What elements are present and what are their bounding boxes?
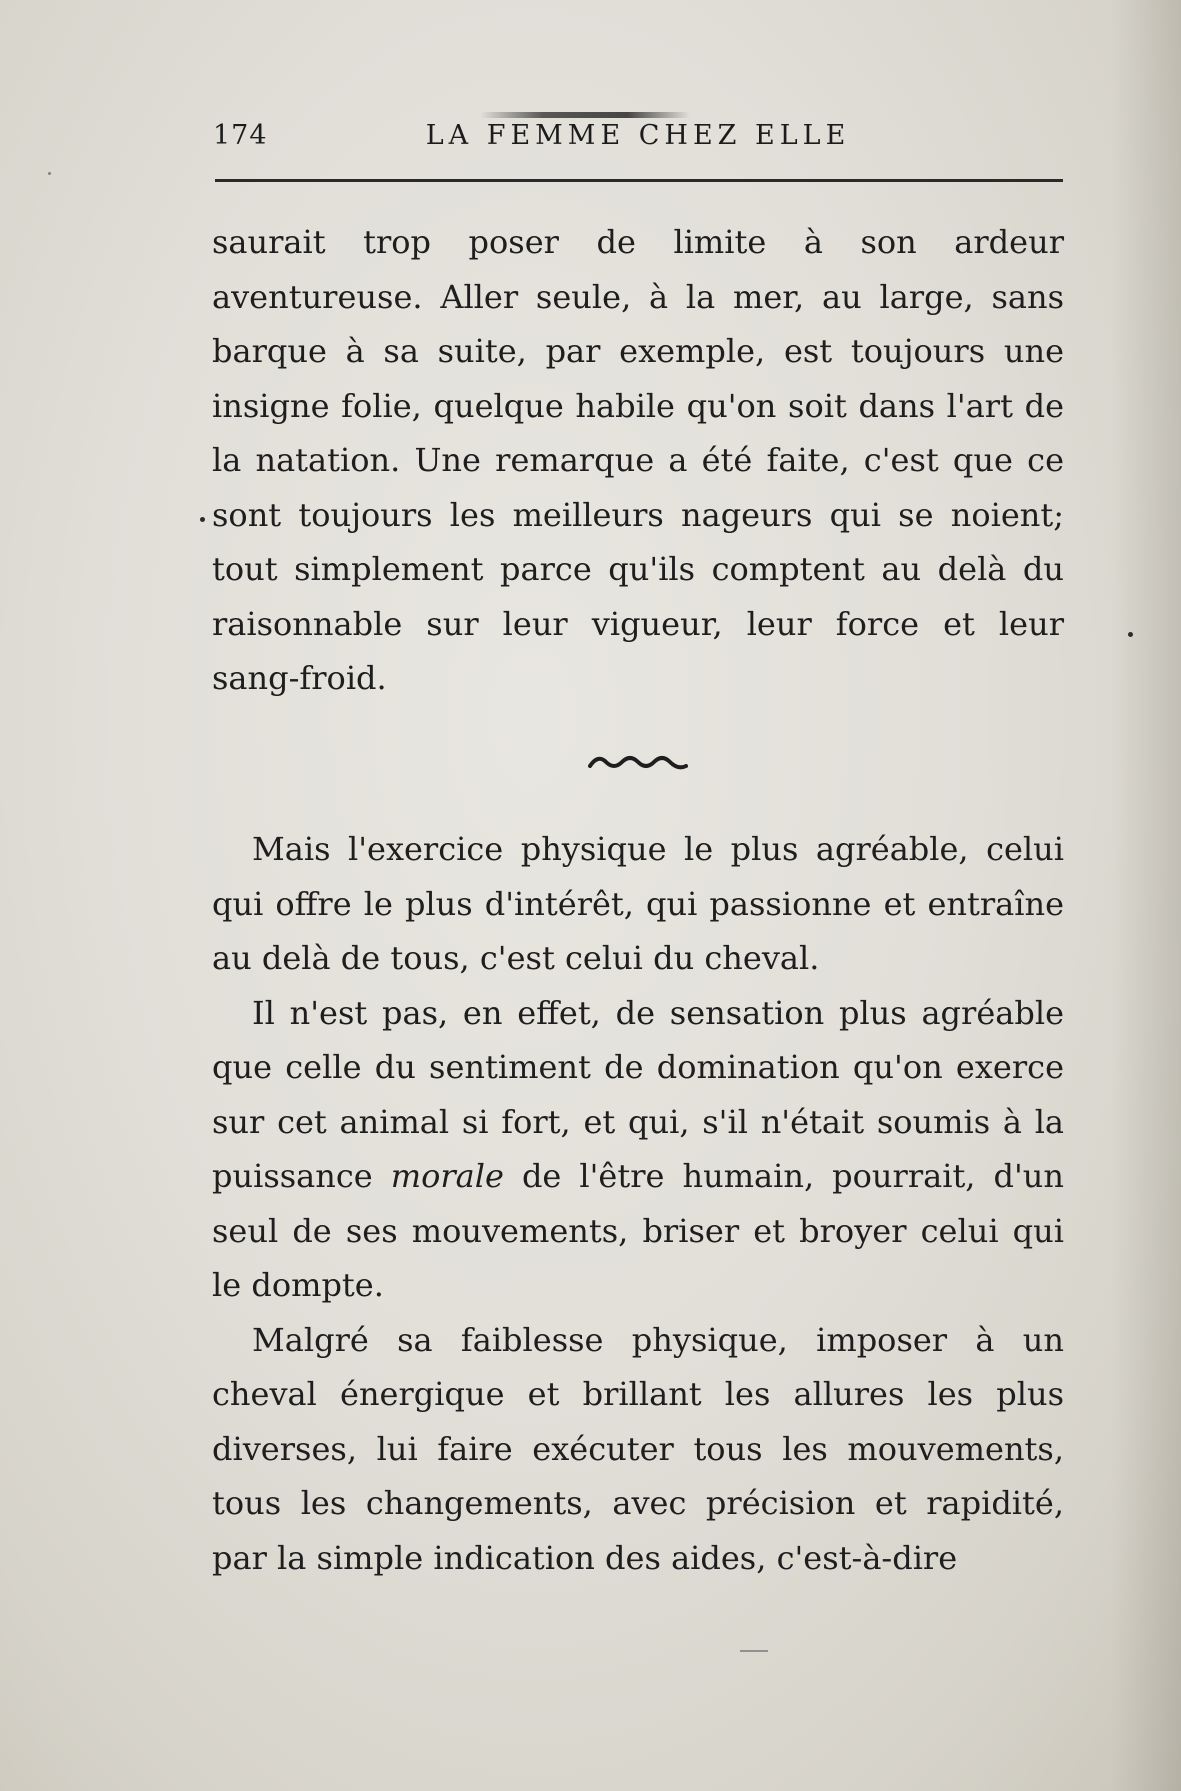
text-section-2 [212, 822, 1064, 1585]
paragraph-domination [212, 986, 1064, 1313]
running-title: LA FEMME CHEZ ELLE [425, 120, 851, 151]
paragraph-domination-end: de l'être humain, pourrait, d'un seul de ses mouvements, briser et broyer celui qui le dompte. [212, 1157, 1064, 1304]
paragraph-continuation: saurait trop poser de limite à son ardeur aventureuse. Aller seule, à la mer, au large, sans barque à sa suite, par exemple, est toujours une insigne folie, quelque habile qu'on soit dans l'art de la natation. Une remarque a été faite, c'est que ce sont toujours les meilleurs nageurs qui se noient; tout simplement parce qu'ils comptent au delà du raisonnable sur leur vigueur, leur force et leur sang-froid. [212, 223, 1064, 697]
footer-mark [740, 1650, 768, 1652]
page-number: 174 [213, 120, 268, 151]
paragraph-weakness: Malgré sa faiblesse physique, imposer à un cheval énergique et brillant les allures les plus diverses, lui faire exécuter tous les mouvements, tous les changements, avec précision et rapidité, par la simple indication des aides, c'est-à-dire [212, 1320, 1064, 1577]
ink-speck [48, 172, 51, 175]
italic-word: morale [390, 1157, 504, 1195]
paragraph-exercise: Mais l'exercice physique le plus agréable, celui qui offre le plus d'intérêt, qui passionne et entraîne au delà de tous, c'est celui du cheval. [212, 830, 1064, 977]
ink-speck [1128, 632, 1133, 637]
paragraph-domination-start: Il n'est pas, en effet, de sensation plus agréable que celle du sentiment de domination qu'on exerce sur cet animal si fort, et qui, s'il n'était soumis à la puissance [212, 993, 1064, 1195]
header-ornament [480, 112, 690, 118]
text-section-1 [212, 215, 1064, 706]
wavy-line-ornament-icon [588, 748, 688, 776]
ink-speck [200, 517, 205, 522]
header-rule [215, 179, 1063, 182]
running-head [213, 120, 1063, 160]
